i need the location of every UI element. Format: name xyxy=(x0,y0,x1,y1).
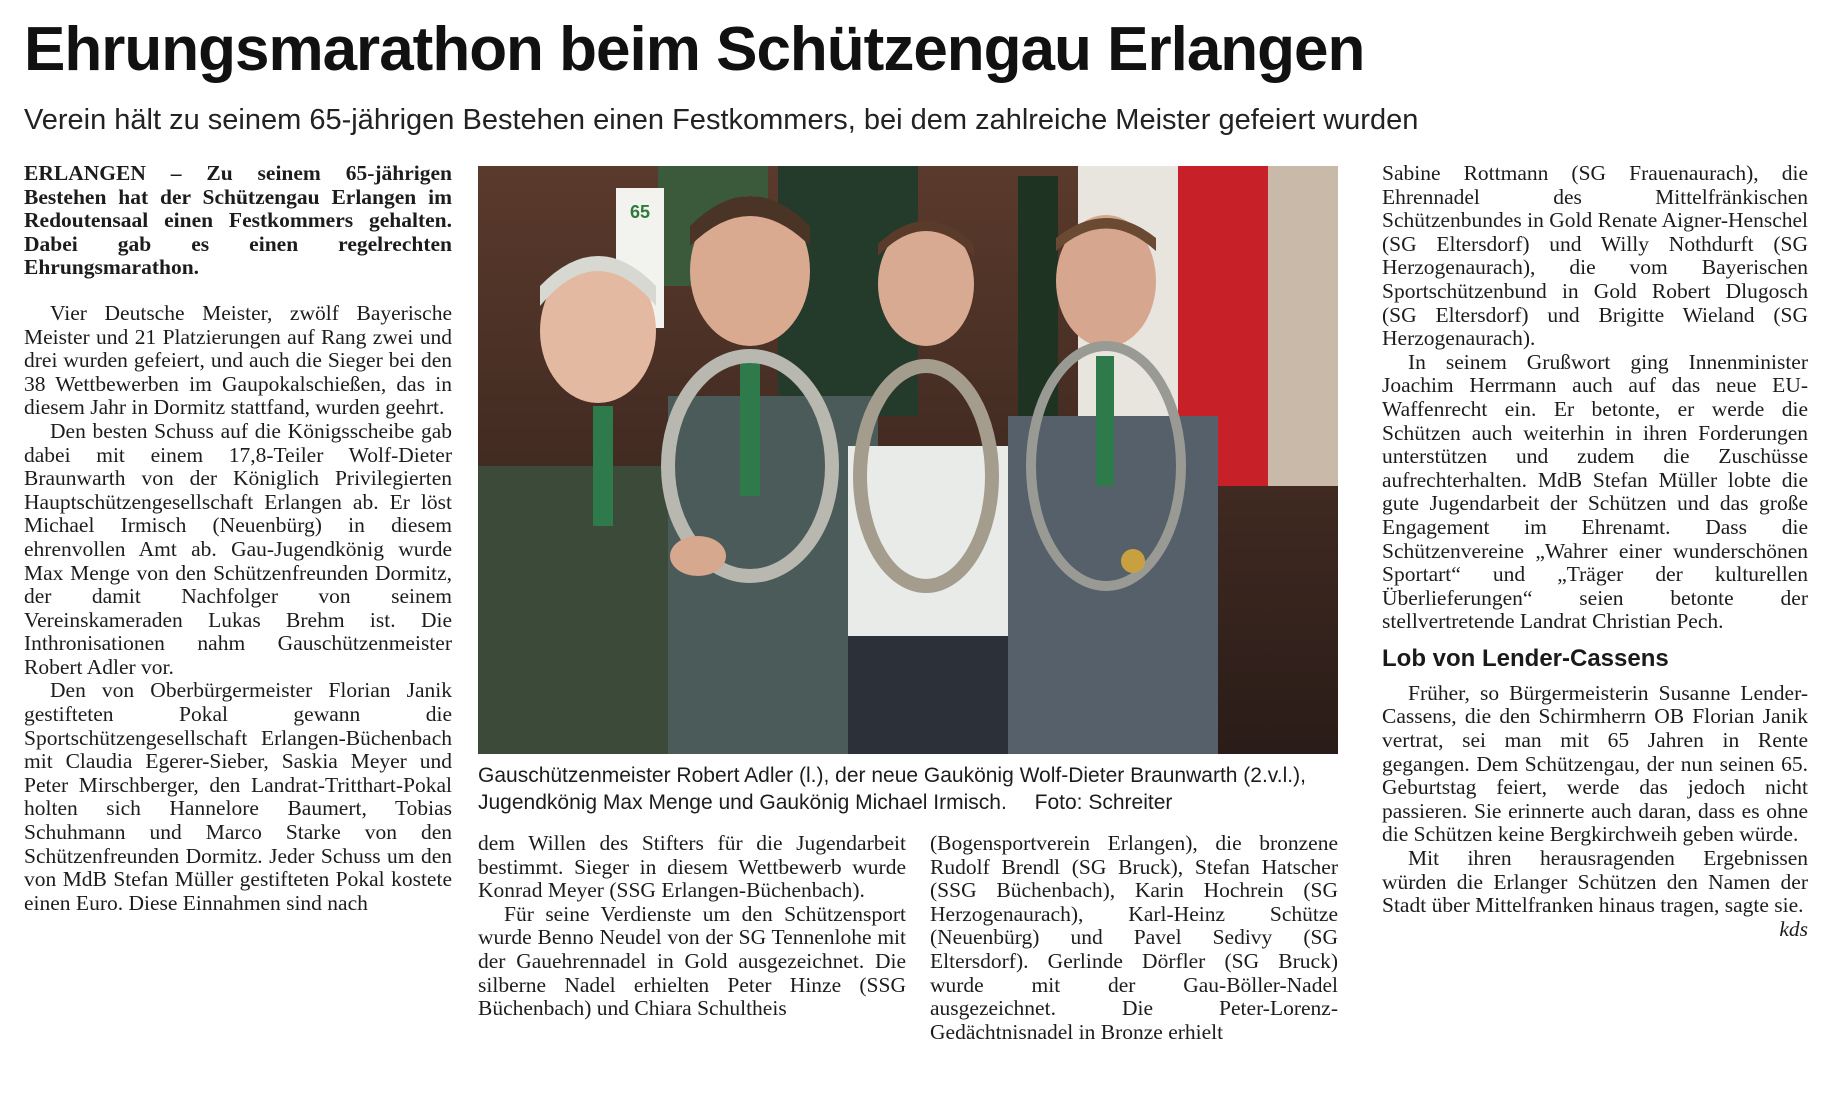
section-subheading: Lob von Lender-Cassens xyxy=(1382,644,1669,672)
paragraph: Sabine Rottmann (SG Frauenaurach), die Ehrennadel des Mittelfränkischen Schützenbundes in Gold Renate Aigner-Henschel (SG Eltersdorf) und Willy Nothdurft (SG Herzogenaurach), die vom Bayerischen Sportschützenbund in Gold Robert Dlugosch (SG Eltersdorf) und Brigitte Wieland (SG Herzogenaurach). xyxy=(1382,161,1808,351)
paragraph: Den besten Schuss auf die Königsscheibe gab dabei mit einem 17,8-Teiler Wolf-Dieter Braunwarth von der Königlich Privilegierten Hauptschützengesellschaft Erlangen ab. Er löst Michael Irmisch (Neuenbürg) in diesem ehrenvollen Amt ab. Gau-Jugendkönig wurde Max Menge von den Schützenfreunden Dormitz, der damit Nachfolger von seinem Vereinskameraden Lukas Brehm ist. Die Inthronisationen nahm Gauschützenmeister Robert Adler vor. xyxy=(24,418,452,679)
paragraph: Den von Oberbürgermeister Florian Janik gestifteten Pokal gewann die Sportschützengesellschaft Erlangen-Büchenbach mit Claudia Egerer-Sieber, Saskia Meyer und Peter Mirschberger, den Landrat-Tritthart-Pokal holten sich Hannelore Baumert, Tobias Schuhmann und Marco Starke von den Schützenfreunden Dormitz. Jeder Schuss um den von MdB Stefan Müller gestifteten Pokal kostete einen Euro. Diese Einnahmen sind nach xyxy=(24,678,452,915)
article-subheadline: Verein hält zu seinem 65-jährigen Bestehen einen Festkommers, bei dem zahlreiche Meister gefeiert wurden xyxy=(24,104,1419,136)
paragraph: Früher, so Bürgermeisterin Susanne Lender-Cassens, die den Schirmherrn OB Florian Janik vertrat, sei man mit 65 Jahren in Rente gegangen. Dem Schützengau, der nun seinen 65. Geburtstag feiert, werde das jedoch nicht passieren. Sie erinnerte auch daran, dass es ohne die Schützen keine Bergkirchweih geben würde. xyxy=(1382,680,1808,847)
text-column-3 xyxy=(930,832,1338,1044)
text-column-2 xyxy=(478,832,906,1021)
paragraph: Für seine Verdienste um den Schützensport wurde Benno Neudel von der SG Tennenlohe mit der Gauehrennadel in Gold ausgezeichnet. Die silberne Nadel erhielten Peter Hinze (SSG Büchenbach) und Chiara Schultheis xyxy=(478,901,906,1021)
text-column-1 xyxy=(24,162,452,915)
sign-number: 65 xyxy=(629,202,651,222)
article-lead: ERLANGEN – Zu seinem 65-jährigen Bestehen hat der Schützengau Erlangen im Redoutensaal einen Festkommers gehalten. Dabei gab es einen regelrechten Ehrungsmarathon. xyxy=(24,161,452,280)
paragraph: In seinem Grußwort ging Innenminister Joachim Herrmann auch auf das neue EU-Waffenrecht ein. Er betonte, er werde die Schützen auch weiterhin in ihren Forderungen unterstützen und zudem die Zuschüsse aufrechterhalten. MdB Stefan Müller lobte die gute Jugendarbeit der Schützen und das große Engagement im Ehrenamt. Dass die Schützenvereine „Wahrer einer wunderschönen Sportart“ und „Träger der kulturellen Überlieferungen“ seien betonte der stellvertretende Landrat Christian Pech. xyxy=(1382,349,1808,634)
article-headline: Ehrungsmarathon beim Schützengau Erlangen xyxy=(24,15,1365,84)
paragraph: Vier Deutsche Meister, zwölf Bayerische Meister und 21 Platzierungen auf Rang zwei und drei wurden gefeiert, und auch die Sieger bei den 38 Wettbewerben im Gaupokalschießen, das in diesem Jahr in Dormitz stattfand, wurden geehrt. xyxy=(24,300,452,420)
paragraph: (Bogensportverein Erlangen), die bronzene Rudolf Brendl (SG Bruck), Stefan Hatscher (SSG Büchenbach), Karin Hochrein (SG Herzogenaurach), Karl-Heinz Schütze (Neuenbürg) und Pavel Sedivy (SG Eltersdorf). Gerlinde Dörfler (SG Bruck) wurde mit der Gau-Böller-Nadel ausgezeichnet. Die Peter-Lorenz-Gedächtnisnadel in Bronze erhielt xyxy=(930,831,1338,1044)
photo-caption xyxy=(478,762,1338,816)
photo-caption-text: Gauschützenmeister Robert Adler (l.), der neue Gaukönig Wolf-Dieter Braunwarth (2.v.l.), Jugendkönig Max Menge und Gaukönig Michael Irmisch. xyxy=(478,764,1306,814)
text-column-4 xyxy=(1382,162,1808,941)
paragraph xyxy=(1382,846,1808,941)
photo-group-portrait xyxy=(478,166,1338,754)
photo-credit: Foto: Schreiter xyxy=(1034,791,1173,814)
paragraph-text: Mit ihren herausragenden Ergebnissen würden die Erlanger Schützen den Namen der Stadt über Mittelfranken hinaus tragen, sagte sie. xyxy=(1382,846,1808,918)
article-photo xyxy=(478,166,1338,754)
author-initials: kds xyxy=(1779,916,1808,941)
paragraph: dem Willen des Stifters für die Jugendarbeit bestimmt. Sieger in diesem Wettbewerb wurde Konrad Meyer (SSG Erlangen-Büchenbach). xyxy=(478,831,906,903)
